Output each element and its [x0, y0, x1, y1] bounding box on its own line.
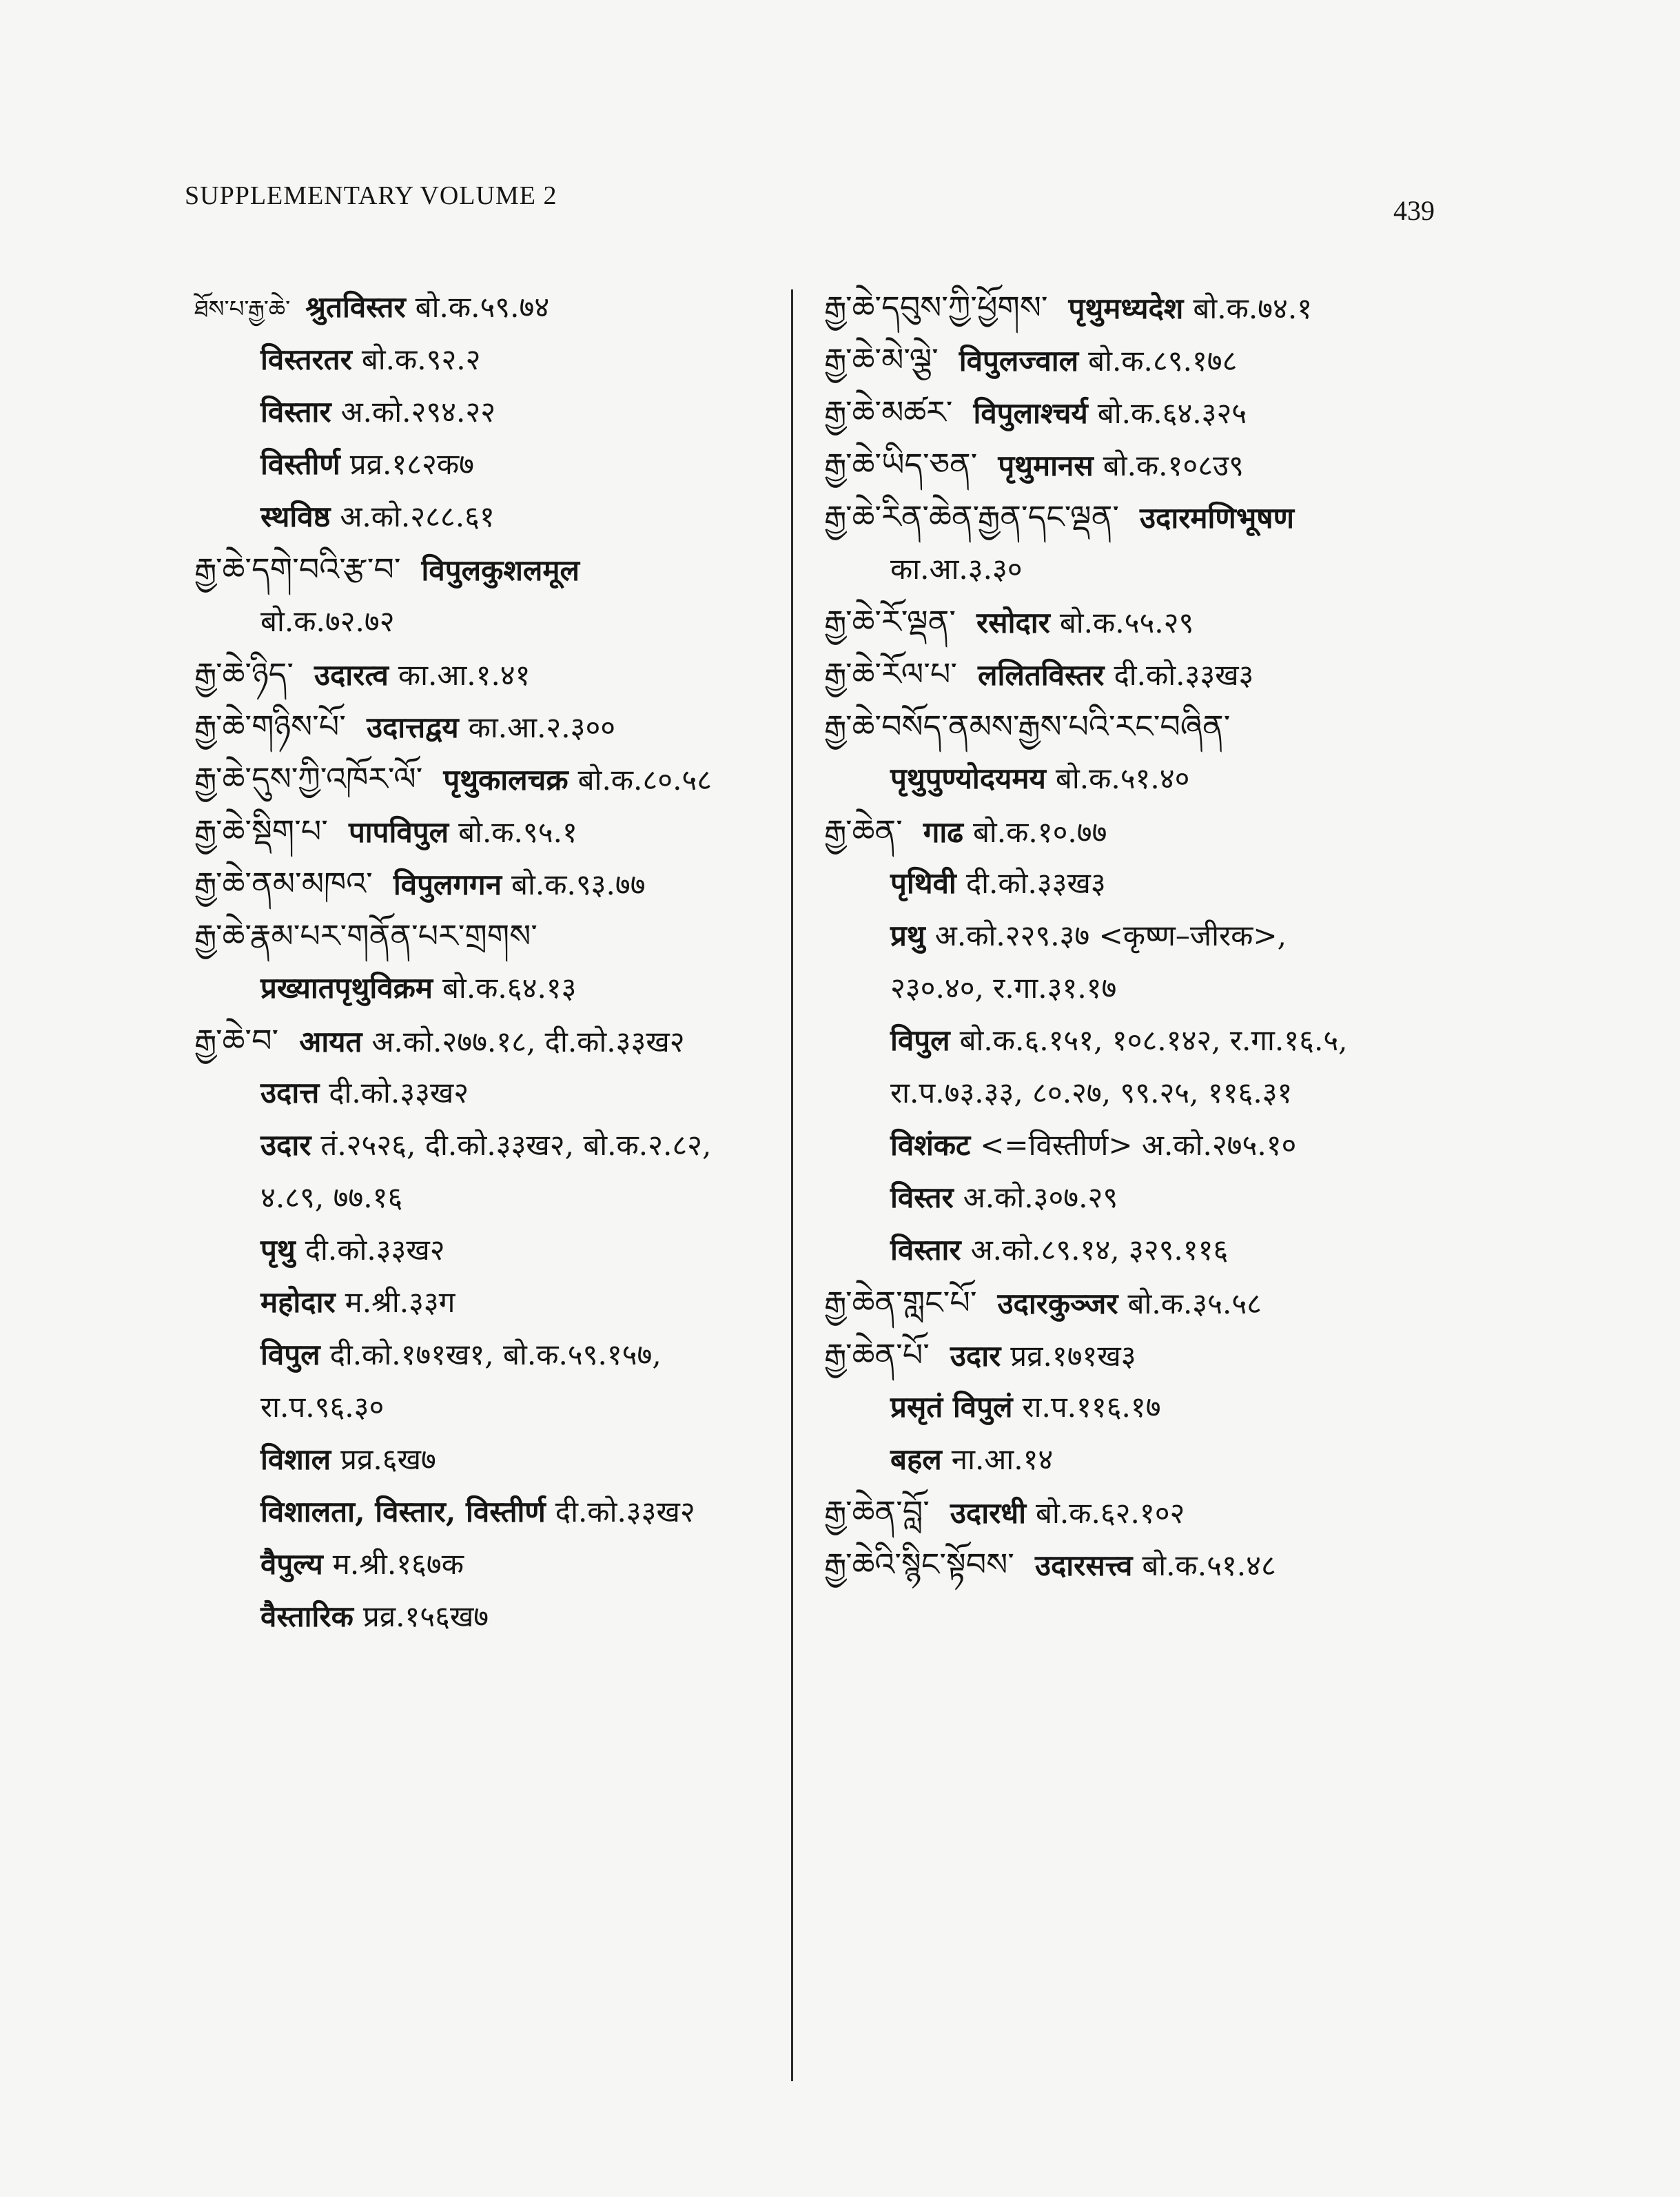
tibetan-term: རྒྱ་ཆེ་རོལ་པ་	[824, 655, 958, 693]
source-reference: बो.क.७४.१	[1193, 292, 1313, 325]
sanskrit-equivalent: विपुल	[890, 1023, 950, 1057]
tibetan-term: རྒྱ་ཆེ་མེ་ལྕེ་	[824, 341, 939, 378]
sanskrit-equivalent: प्रसृतं विपुलं	[890, 1390, 1013, 1424]
sanskrit-equivalent: विपुलाश्चर्य	[973, 396, 1088, 430]
tibetan-term: རྒྱ་ཆེ་དགེ་བའི་རྩ་བ་	[194, 551, 401, 588]
entry-sub-line	[824, 543, 1465, 595]
tibetan-term: རྒྱ་ཆེ་བསོད་ནམས་རྒྱས་པའི་རང་བཞིན་	[824, 708, 1231, 745]
entry-headword-line	[824, 595, 1465, 648]
entry-sub-line	[194, 595, 801, 648]
entry-headword-line	[194, 753, 801, 805]
source-reference: बो.क.९२.२	[361, 343, 481, 376]
sanskrit-equivalent: विस्तरतर	[260, 343, 352, 376]
entry-sub-line	[824, 962, 1465, 1014]
entry-sub-line	[194, 491, 801, 543]
entry-sub-line	[824, 910, 1465, 962]
sanskrit-equivalent: विशालता, विस्तार, विस्तीर्ण	[260, 1495, 546, 1529]
sanskrit-equivalent: विशंकट	[890, 1128, 971, 1162]
entry-headword-line	[194, 281, 801, 334]
source-reference: म.श्री.१६७क	[332, 1547, 464, 1581]
sanskrit-equivalent: ललितविस्तर	[978, 658, 1105, 692]
tibetan-term: རྒྱ་ཆེ་རིན་ཆེན་རྒྱན་དང་ལྡན་	[824, 498, 1120, 535]
source-reference: दी.को.३३ख२	[305, 1233, 445, 1267]
entry-headword-line	[824, 1538, 1465, 1591]
tibetan-term: རྒྱ་ཆེ་ཡིད་ཅན་	[824, 446, 978, 483]
entry-sub-line	[194, 1329, 801, 1381]
entry-sub-line	[824, 1172, 1465, 1224]
tibetan-term: རྒྱ་ཆེའི་སྙིང་སྟོབས་	[824, 1546, 1014, 1583]
sanskrit-equivalent: पृथु	[260, 1233, 296, 1267]
source-reference: बो.क.६४.३२५	[1097, 396, 1247, 430]
source-reference: बो.क.५५.२९	[1059, 606, 1194, 640]
sanskrit-equivalent: स्थविष्ठ	[260, 500, 331, 533]
sanskrit-equivalent: श्रुतविस्तर	[305, 290, 406, 324]
entry-sub-line	[194, 1224, 801, 1276]
entry-sub-line	[194, 1276, 801, 1329]
sanskrit-equivalent: उदारधी	[950, 1496, 1026, 1530]
entry-sub-line	[824, 1433, 1465, 1486]
sanskrit-equivalent: आयत	[299, 1025, 362, 1059]
source-reference: ४.८९, ७७.१६	[260, 1181, 403, 1214]
sanskrit-equivalent: वैस्तारिक	[260, 1600, 354, 1633]
tibetan-term: ཐོས་པ་རྒྱ་ཆེ་	[194, 296, 291, 323]
entry-headword-line	[194, 805, 801, 857]
entry-sub-line	[824, 1014, 1465, 1067]
entry-headword-line	[194, 1014, 801, 1067]
entry-headword-line	[824, 700, 1465, 753]
source-reference: दी.को.१७१ख१, बो.क.५९.१५७,	[329, 1338, 662, 1371]
source-reference: बो.क.९३.७७	[511, 868, 646, 901]
tibetan-term: རྒྱ་ཆེ་དབུས་ཀྱི་ཕྱོགས་	[824, 289, 1048, 326]
tibetan-term: རྒྱ་ཆེ་སྡིག་པ་	[194, 813, 328, 850]
source-reference: अ.को.२२९.३७ <कृष्ण–जीरक>,	[934, 919, 1287, 952]
entry-sub-line	[824, 1381, 1465, 1433]
entry-headword-line	[824, 334, 1465, 386]
sanskrit-equivalent: विस्तार	[260, 395, 331, 429]
sanskrit-equivalent: उदारत्व	[314, 658, 389, 692]
sanskrit-equivalent: महोदार	[260, 1285, 336, 1319]
source-reference: अ.को.२८८.६१	[340, 500, 495, 533]
source-reference: बो.क.७२.७२	[260, 604, 395, 638]
entry-headword-line	[824, 805, 1465, 857]
source-reference: तं.२५२६, दी.को.३३ख२, बो.क.२.८२,	[320, 1128, 712, 1162]
sanskrit-equivalent: बहल	[890, 1442, 942, 1476]
page-number: 439	[1393, 195, 1435, 226]
source-reference: प्रव्र.६ख७	[340, 1442, 436, 1476]
sanskrit-equivalent: पृथुमध्यदेश	[1068, 292, 1184, 325]
sanskrit-equivalent: उदारकुञ्जर	[997, 1287, 1118, 1320]
source-reference: <=विस्तीर्ण> अ.को.२७५.१०	[980, 1128, 1297, 1162]
entry-sub-line	[824, 1119, 1465, 1172]
entry-sub-line	[194, 962, 801, 1014]
right-column	[824, 281, 1465, 1591]
sanskrit-equivalent: वैपुल्य	[260, 1547, 323, 1581]
sanskrit-equivalent: उदार	[950, 1339, 1001, 1373]
sanskrit-equivalent: विस्तार	[890, 1233, 961, 1267]
source-reference: अ.को.२९४.२२	[340, 395, 496, 429]
source-reference: अ.को.२७७.१८, दी.को.३३ख२	[371, 1025, 685, 1059]
source-reference: प्रव्र.१७१ख३	[1010, 1339, 1136, 1373]
entry-headword-line	[824, 281, 1465, 334]
source-reference: बो.क.१०८उ९	[1103, 449, 1244, 482]
entry-sub-line	[194, 1538, 801, 1591]
tibetan-term: རྒྱ་ཆེ་མཚར་	[824, 394, 953, 431]
tibetan-term: རྒྱ་ཆེན་པོ་	[824, 1336, 930, 1373]
source-reference: बो.क.३५.५८	[1127, 1287, 1262, 1320]
source-reference: बो.क.८९.१७८	[1088, 344, 1238, 378]
tibetan-term: རྒྱ་ཆེན་གླང་པོ་	[824, 1284, 977, 1321]
source-reference: रा.प.११६.१७	[1022, 1390, 1161, 1424]
left-column	[194, 281, 801, 1643]
entry-sub-line	[194, 1381, 801, 1433]
entry-sub-line	[194, 1172, 801, 1224]
source-reference: बो.क.१०.७७	[972, 815, 1107, 849]
source-reference: रा.प.९६.३०	[260, 1390, 385, 1424]
sanskrit-equivalent: पृथुपुण्योदयमय	[890, 762, 1046, 795]
sanskrit-equivalent: विस्तर	[890, 1181, 954, 1214]
sanskrit-equivalent: प्रख्यातपृथुविक्रम	[260, 971, 433, 1005]
entry-sub-line	[824, 1224, 1465, 1276]
source-reference: बो.क.८०.५८	[577, 763, 713, 797]
column-divider	[791, 289, 793, 2081]
source-reference: बो.क.९५.१	[458, 815, 577, 849]
entry-headword-line	[824, 438, 1465, 491]
sanskrit-equivalent: उदात्त	[260, 1076, 320, 1110]
tibetan-term: རྒྱ་ཆེན་བློ་	[824, 1493, 930, 1531]
source-reference: का.आ.२.३००	[468, 711, 616, 744]
entry-sub-line	[194, 1486, 801, 1538]
entry-sub-line	[824, 1067, 1465, 1119]
source-reference: प्रव्र.१५६ख७	[362, 1600, 489, 1633]
entry-sub-line	[194, 334, 801, 386]
tibetan-term: རྒྱ་ཆེ་ཉིད་	[194, 655, 294, 693]
entry-headword-line	[824, 1486, 1465, 1538]
tibetan-term: རྒྱ་ཆེ་བ་	[194, 1022, 279, 1059]
entry-headword-line	[194, 543, 801, 595]
source-reference: दी.को.३३ख२	[555, 1495, 695, 1529]
source-reference: दी.को.३३ख३	[965, 866, 1106, 900]
sanskrit-equivalent: पृथिवी	[890, 866, 956, 900]
sanskrit-equivalent: विशाल	[260, 1442, 331, 1476]
source-reference: दी.को.३३ख२	[329, 1076, 469, 1110]
tibetan-term: རྒྱ་ཆེ་རྣམ་པར་གནོན་པར་གྲགས་	[194, 917, 537, 954]
source-reference: अ.को.३०७.२९	[963, 1181, 1118, 1214]
entry-headword-line	[194, 910, 801, 962]
sanskrit-equivalent: गाढ	[923, 815, 963, 849]
entry-headword-line	[824, 491, 1465, 543]
sanskrit-equivalent: रसोदार	[976, 606, 1050, 640]
entry-sub-line	[194, 1591, 801, 1643]
source-reference: रा.प.७३.३३, ८०.२७, ९९.२५, ११६.३१	[890, 1076, 1293, 1110]
entry-headword-line	[194, 857, 801, 910]
sanskrit-equivalent: उदार	[260, 1128, 311, 1162]
tibetan-term: རྒྱ་ཆེ་དུས་ཀྱི་འཁོར་ལོ་	[194, 760, 423, 797]
sanskrit-equivalent: उदारमणिभूषण	[1140, 501, 1294, 535]
entry-sub-line	[194, 438, 801, 491]
source-reference: अ.को.८९.१४, ३२९.११६	[970, 1233, 1229, 1267]
entry-headword-line	[824, 1276, 1465, 1329]
sanskrit-equivalent: पापविपुल	[348, 815, 449, 849]
source-reference: ना.आ.१४	[951, 1442, 1054, 1476]
sanskrit-equivalent: विपुलज्वाल	[959, 344, 1079, 378]
entry-sub-line	[194, 1119, 801, 1172]
sanskrit-equivalent: पृथुमानस	[998, 449, 1094, 482]
tibetan-term: རྒྱ་ཆེ་གཉིས་པོ་	[194, 708, 346, 745]
entry-headword-line	[824, 1329, 1465, 1381]
source-reference: प्रव्र.१८२क७	[349, 447, 474, 481]
entry-headword-line	[194, 648, 801, 700]
source-reference: का.आ.३.३०	[890, 552, 1023, 586]
source-reference: बो.क.६४.१३	[442, 971, 577, 1005]
entry-sub-line	[824, 857, 1465, 910]
sanskrit-equivalent: विपुलकुशलमूल	[421, 553, 580, 587]
sanskrit-equivalent: पृथुकालचक्र	[443, 763, 568, 797]
sanskrit-equivalent: विपुल	[260, 1338, 320, 1371]
source-reference: बो.क.५१.४०	[1055, 762, 1190, 795]
entry-headword-line	[194, 700, 801, 753]
source-reference: का.आ.१.४१	[398, 658, 531, 692]
source-reference: बो.क.६२.१०२	[1036, 1496, 1185, 1530]
source-reference: बो.क.५९.७४	[415, 290, 550, 324]
sanskrit-equivalent: उदात्तद्वय	[366, 711, 459, 744]
source-reference: बो.क.६.१५१, १०८.१४२, र.गा.१६.५,	[959, 1023, 1348, 1057]
entry-headword-line	[824, 648, 1465, 700]
entry-sub-line	[824, 753, 1465, 805]
tibetan-term: རྒྱ་ཆེན་	[824, 813, 903, 850]
entry-headword-line	[824, 386, 1465, 438]
sanskrit-equivalent: विस्तीर्ण	[260, 447, 340, 481]
entry-sub-line	[194, 386, 801, 438]
sanskrit-equivalent: प्रथु	[890, 919, 925, 952]
sanskrit-equivalent: विपुलगगन	[393, 868, 502, 901]
source-reference: बो.क.५१.४८	[1142, 1549, 1276, 1582]
source-reference: म.श्री.३३ग	[345, 1285, 455, 1319]
tibetan-term: རྒྱ་ཆེ་རོ་ལྡན་	[824, 603, 956, 640]
source-reference: दी.को.३३ख३	[1114, 658, 1254, 692]
tibetan-term: རྒྱ་ཆེ་ནམ་མཁའ་	[194, 865, 373, 902]
entry-sub-line	[194, 1433, 801, 1486]
source-reference: २३०.४०, र.गा.३१.१७	[890, 971, 1117, 1005]
entry-sub-line	[194, 1067, 801, 1119]
running-head: SUPPLEMENTARY VOLUME 2	[185, 181, 557, 210]
sanskrit-equivalent: उदारसत्त्व	[1034, 1549, 1133, 1582]
